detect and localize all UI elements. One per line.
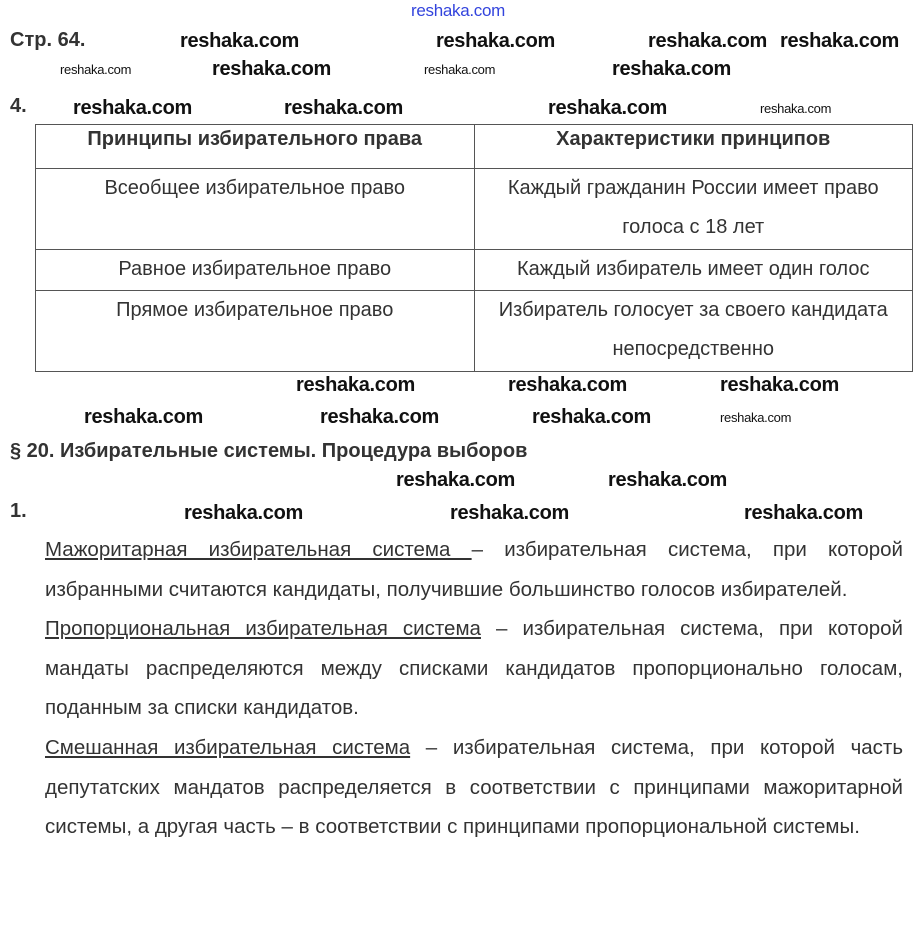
watermark: reshaka.com <box>436 30 555 52</box>
watermark: reshaka.com <box>548 97 667 119</box>
column-header: Принципы избирательного права <box>36 125 475 169</box>
section-title: § 20. Избирательные системы. Процедура выборов <box>10 440 528 462</box>
watermark: reshaka.com <box>296 374 415 396</box>
watermark: reshaka.com <box>532 406 651 428</box>
definition-text: – избирательная система, при которой мандаты распределяются между списками кандидатов пропорционально голосам, поданным за списки кандидатов. <box>45 617 903 720</box>
watermark: reshaka.com <box>648 30 767 52</box>
definition-term: Смешанная избирательная система <box>45 735 411 759</box>
watermark: reshaka.com <box>424 62 496 77</box>
table-header-row <box>36 125 913 169</box>
watermark: reshaka.com <box>180 30 299 52</box>
table-cell: Каждый избиратель имеет один голос <box>474 250 913 291</box>
table-cell: Всеобщее избирательное право <box>36 169 475 250</box>
definition-paragraph <box>45 728 903 847</box>
watermark: reshaka.com <box>184 502 303 524</box>
table-cell: Избиратель голосует за своего кандидата непосредственно <box>474 291 913 372</box>
task-number: 4. <box>10 95 27 117</box>
table-row <box>36 169 913 250</box>
task-number: 1. <box>10 500 27 522</box>
table-row <box>36 250 913 291</box>
watermark: reshaka.com <box>411 1 506 20</box>
watermark: reshaka.com <box>744 502 863 524</box>
watermark: reshaka.com <box>73 97 192 119</box>
watermark: reshaka.com <box>396 469 515 491</box>
definition-paragraph <box>45 609 903 728</box>
watermark: reshaka.com <box>84 406 203 428</box>
definitions <box>45 530 903 847</box>
watermark: reshaka.com <box>720 374 839 396</box>
table-cell: Прямое избирательное право <box>36 291 475 372</box>
watermark: reshaka.com <box>608 469 727 491</box>
definition-term: Пропорциональная избирательная система <box>45 617 481 641</box>
watermark: reshaka.com <box>212 58 331 80</box>
column-header: Характеристики принципов <box>474 125 913 169</box>
definition-text: – избирательная система, при которой избранными считаются кандидаты, получившие большинство голосов избирателей. <box>45 538 904 601</box>
definition-text: – избирательная система, при которой часть депутатских мандатов распределяется в соответствии с принципами мажоритарной системы, а другая часть – в соответствии с принципами пропорциональной системы. <box>45 735 903 839</box>
watermark: reshaka.com <box>320 406 439 428</box>
watermark: reshaka.com <box>760 101 832 116</box>
watermark: reshaka.com <box>780 30 899 52</box>
table-cell: Равное избирательное право <box>36 250 475 291</box>
definition-term: Мажоритарная избирательная система <box>45 538 472 561</box>
watermark: reshaka.com <box>508 374 627 396</box>
principles-table <box>35 124 913 372</box>
table-row <box>36 291 913 372</box>
watermark: reshaka.com <box>720 410 792 425</box>
definition-paragraph <box>45 530 903 609</box>
watermark: reshaka.com <box>284 97 403 119</box>
watermark: reshaka.com <box>450 502 569 524</box>
page-reference: Стр. 64. <box>10 29 86 51</box>
watermark: reshaka.com <box>60 62 132 77</box>
watermark: reshaka.com <box>612 58 731 80</box>
table-cell: Каждый гражданин России имеет право голоса с 18 лет <box>474 169 913 250</box>
